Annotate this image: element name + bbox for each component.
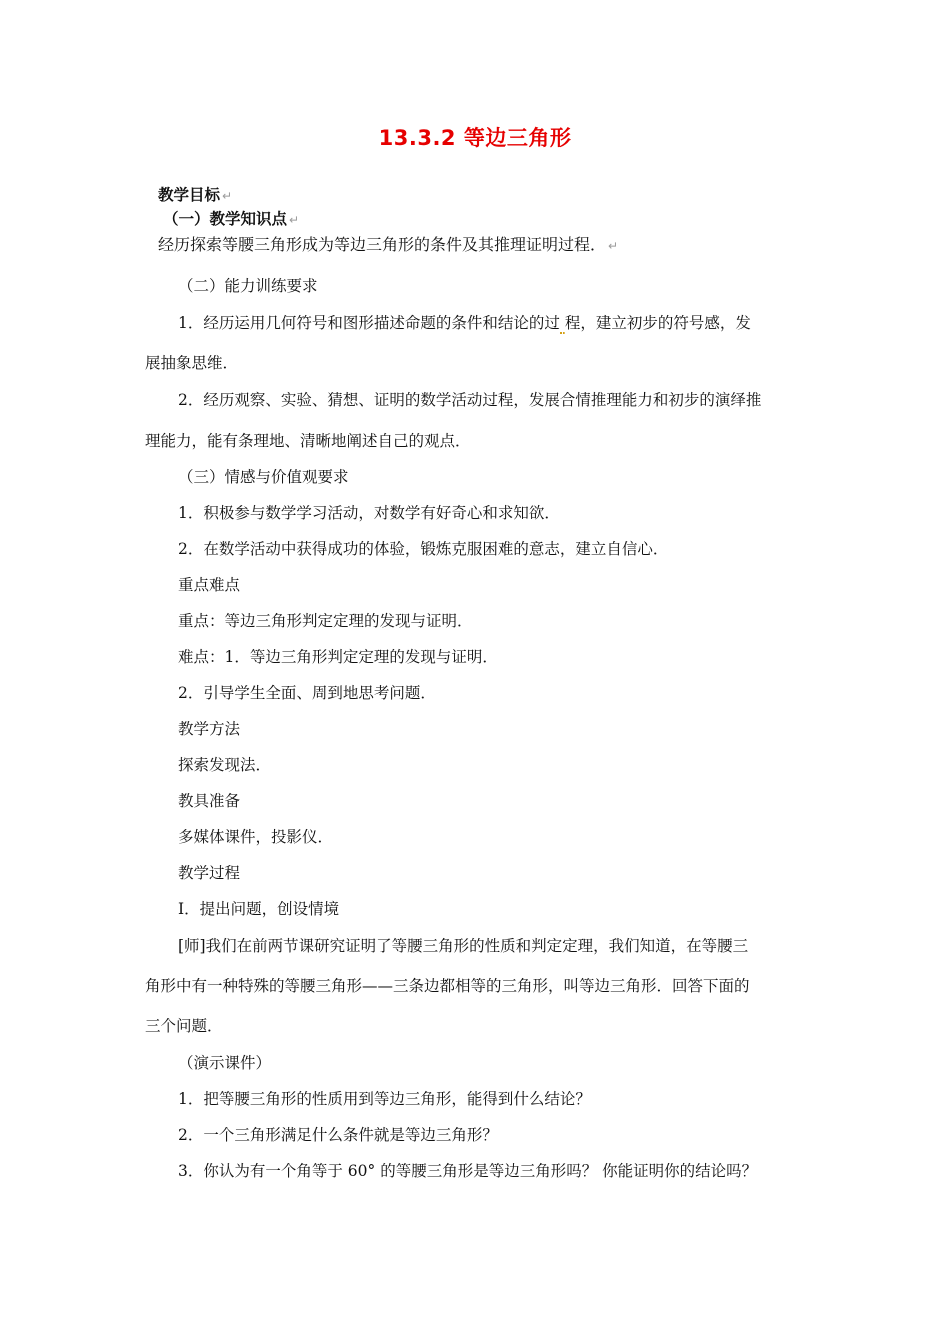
paragraph-ability-1: 1．经历运用几何符号和图形描述命题的条件和结论的过 程，建立初步的符号感，发 (178, 314, 751, 332)
paragraph-key-point: 重点：等边三角形判定定理的发现与证明． (178, 612, 473, 630)
document-title: 13.3.2 等边三角形 (378, 126, 572, 150)
question-3: 3．你认为有一个角等于 60° 的等腰三角形是等边三角形吗？ 你能证明你的结论吗？ (178, 1162, 758, 1180)
paragraph-knowledge: 经历探索等腰三角形成为等边三角形的条件及其推理证明过程． ↵ (158, 235, 619, 254)
question-1: 1．把等腰三角形的性质用到等边三角形，能得到什么结论？ (178, 1090, 591, 1108)
subheading-part-one: Ⅰ．提出问题，创设情境 (178, 900, 340, 918)
paragraph-difficulty-1: 难点：1．等边三角形判定定理的发现与证明． (178, 648, 498, 666)
heading-teaching-process: 教学过程 (178, 864, 241, 882)
paragraph-difficulty-2: 2．引导学生全面、周到地思考问题． (178, 684, 436, 702)
paragraph-teacher-1-cont: 角形中有一种特殊的等腰三角形——三条边都相等的三角形，叫等边三角形．回答下面的 (145, 977, 750, 995)
heading-teaching-method: 教学方法 (178, 720, 241, 738)
paragraph-ability-1-cont: 展抽象思维． (145, 354, 239, 372)
subheading-knowledge-points: （一）教学知识点 ↵ (163, 210, 300, 228)
heading-teaching-tools: 教具准备 (178, 792, 241, 810)
paragraph-demo: （演示课件） (178, 1054, 272, 1072)
return-mark-icon: ↵ (289, 213, 300, 227)
question-2: 2．一个三角形满足什么条件就是等边三角形？ (178, 1126, 498, 1144)
paragraph-ability-2-cont: 理能力，能有条理地、清晰地阐述自己的观点． (145, 432, 471, 450)
paragraph-ability-2: 2．经历观察、实验、猜想、证明的数学活动过程，发展合情推理能力和初步的演绎推 (178, 391, 762, 409)
paragraph-teacher-1-end: 三个问题． (145, 1017, 223, 1035)
heading-key-points: 重点难点 (178, 576, 241, 594)
heading-teaching-goals: 教学目标 ↵ (158, 186, 233, 204)
paragraph-emotion-2: 2．在数学活动中获得成功的体验，锻炼克服困难的意志，建立自信心． (178, 540, 669, 558)
paragraph-method: 探索发现法． (178, 756, 272, 774)
return-mark-icon: ↵ (222, 189, 233, 203)
subheading-ability: （二）能力训练要求 (178, 277, 318, 295)
subheading-emotion: （三）情感与价值观要求 (178, 468, 349, 486)
paragraph-emotion-1: 1．积极参与数学学习活动，对数学有好奇心和求知欲． (178, 504, 560, 522)
return-mark-icon: ↵ (608, 239, 619, 253)
paragraph-teacher-1: [师]我们在前两节课研究证明了等腰三角形的性质和判定定理，我们知道，在等腰三 (178, 937, 749, 955)
paragraph-tools: 多媒体课件，投影仪． (178, 828, 334, 846)
